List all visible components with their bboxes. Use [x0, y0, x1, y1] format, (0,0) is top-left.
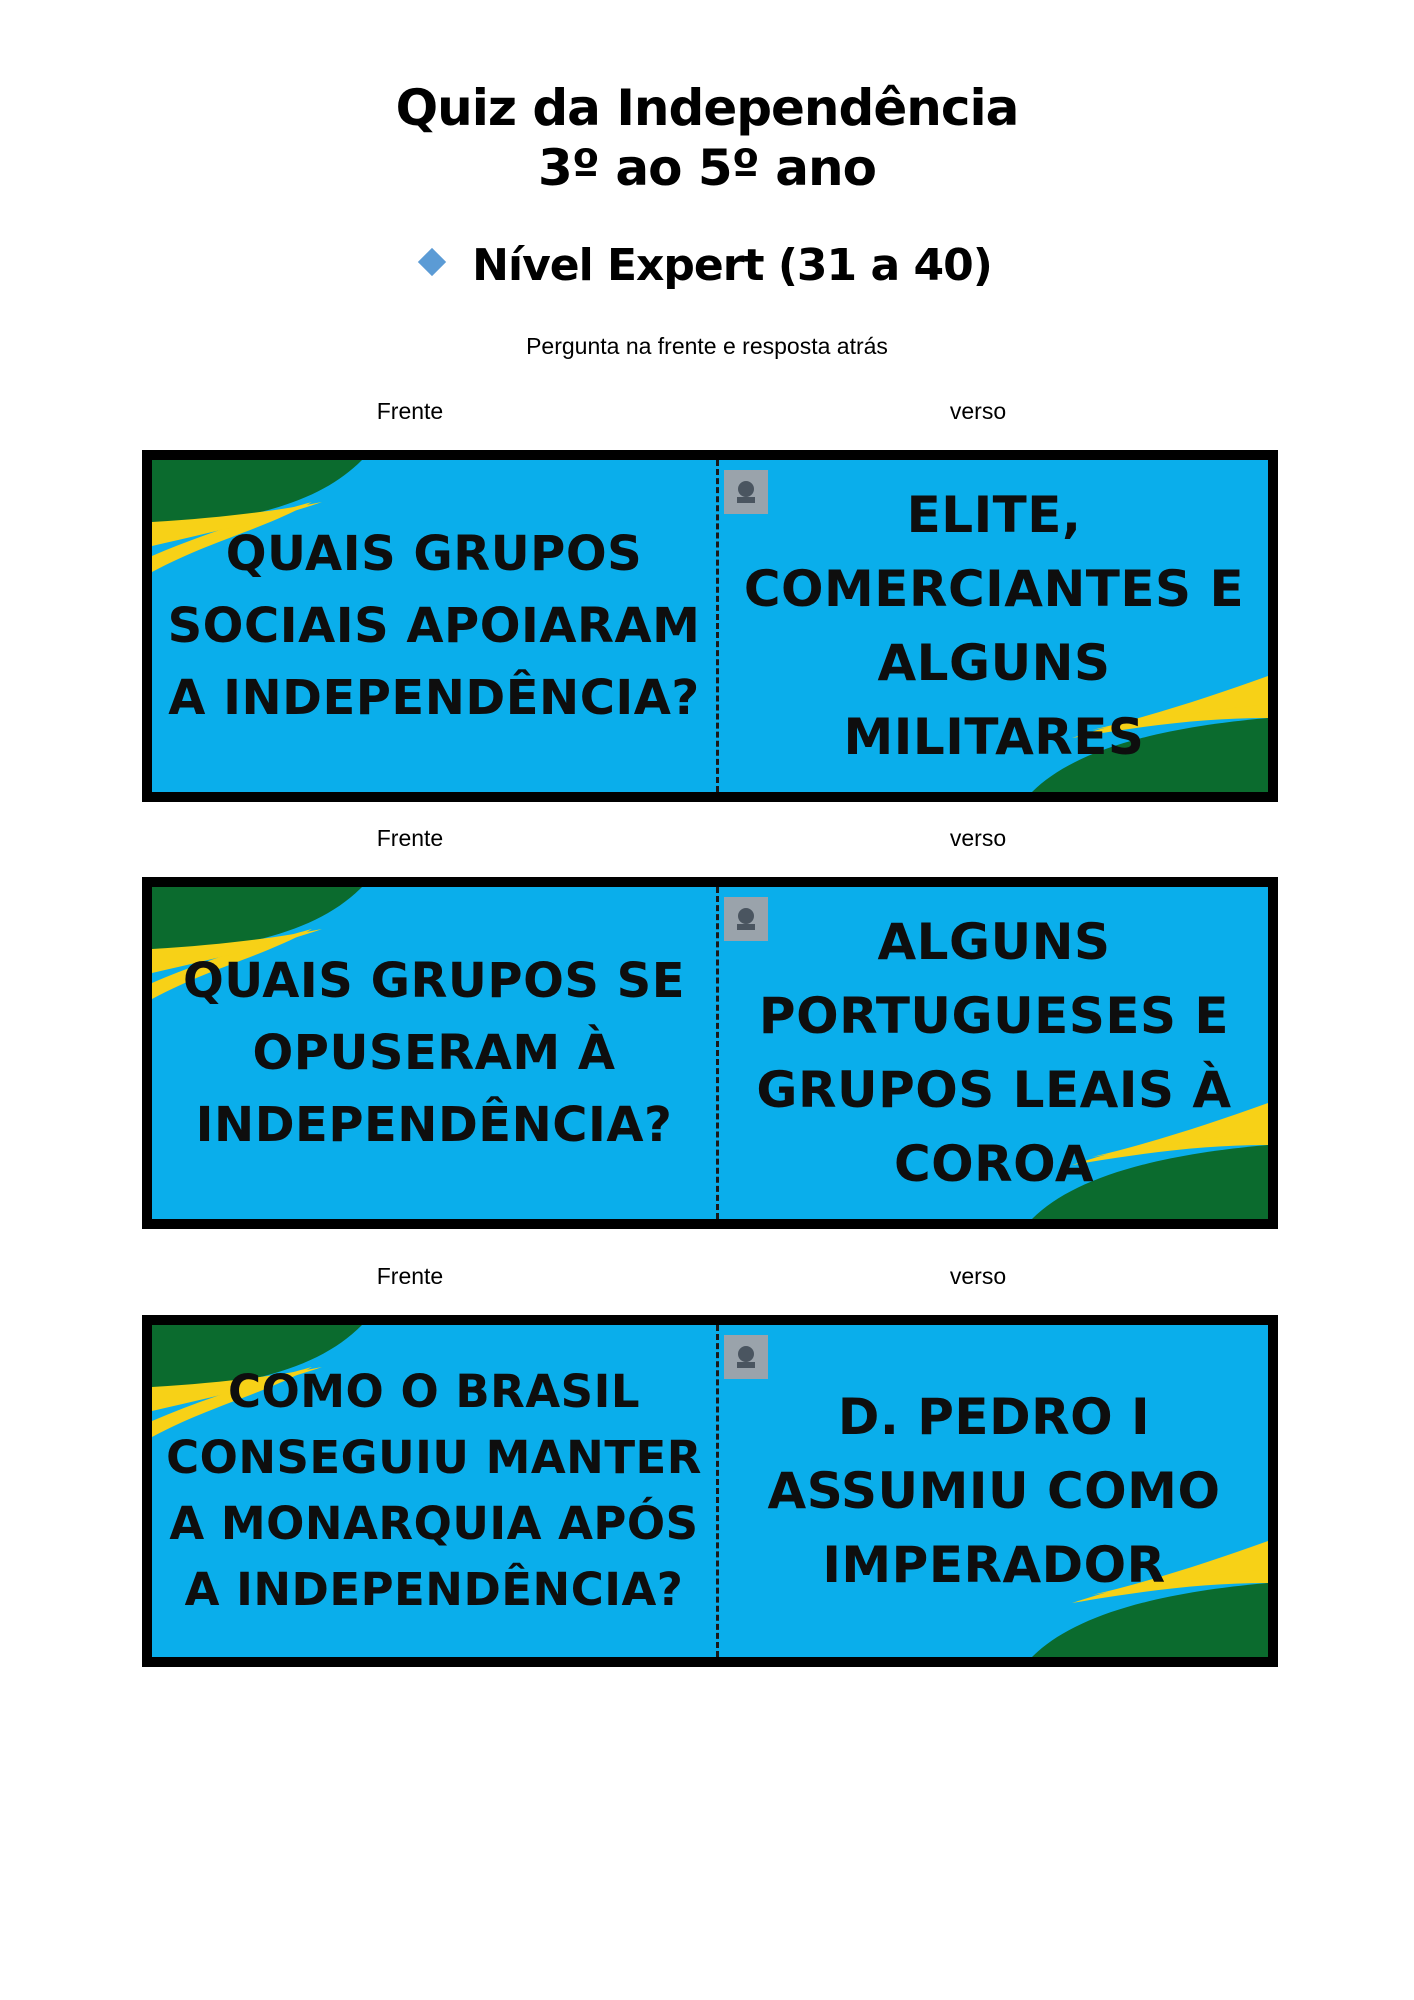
card-answer: D. PEDRO I ASSUMIU COMO IMPERADOR [767, 1388, 1221, 1594]
fold-line [716, 460, 719, 792]
front-label: Frente [376, 825, 444, 851]
back-label: verso [949, 398, 1007, 424]
instructions-text: Pergunta na frente e resposta atrás [526, 333, 888, 359]
card-question: QUAIS GRUPOS SE OPUSERAM À INDEPENDÊNCIA? [182, 953, 686, 1153]
flashcard [142, 450, 1278, 802]
diamond-bullet-icon [418, 248, 446, 276]
flashcard [142, 877, 1278, 1229]
title-line-2: 3º ao 5º ano [538, 139, 876, 197]
card-question: COMO O BRASIL CONSEGUIU MANTER A MONARQUIA APÓS A INDEPENDÊNCIA? [166, 1365, 702, 1616]
card-answer: ALGUNS PORTUGUESES E GRUPOS LEAIS À COROA [756, 913, 1232, 1193]
title-line-1: Quiz da Independência [395, 79, 1019, 137]
fold-line [716, 887, 719, 1219]
card-question: QUAIS GRUPOS SOCIAIS APOIARAM A INDEPENDÊNCIA? [167, 526, 701, 726]
back-label: verso [949, 1263, 1007, 1289]
fold-line [716, 1325, 719, 1657]
flashcard [142, 1315, 1278, 1667]
level-text: Nível Expert (31 a 40) [472, 240, 992, 291]
level-heading [0, 238, 1414, 294]
front-label: Frente [376, 398, 444, 424]
card-answer: ELITE, COMERCIANTES E ALGUNS MILITARES [743, 486, 1245, 766]
front-label: Frente [376, 1263, 444, 1289]
page-title [0, 78, 1414, 198]
back-label: verso [949, 825, 1007, 851]
